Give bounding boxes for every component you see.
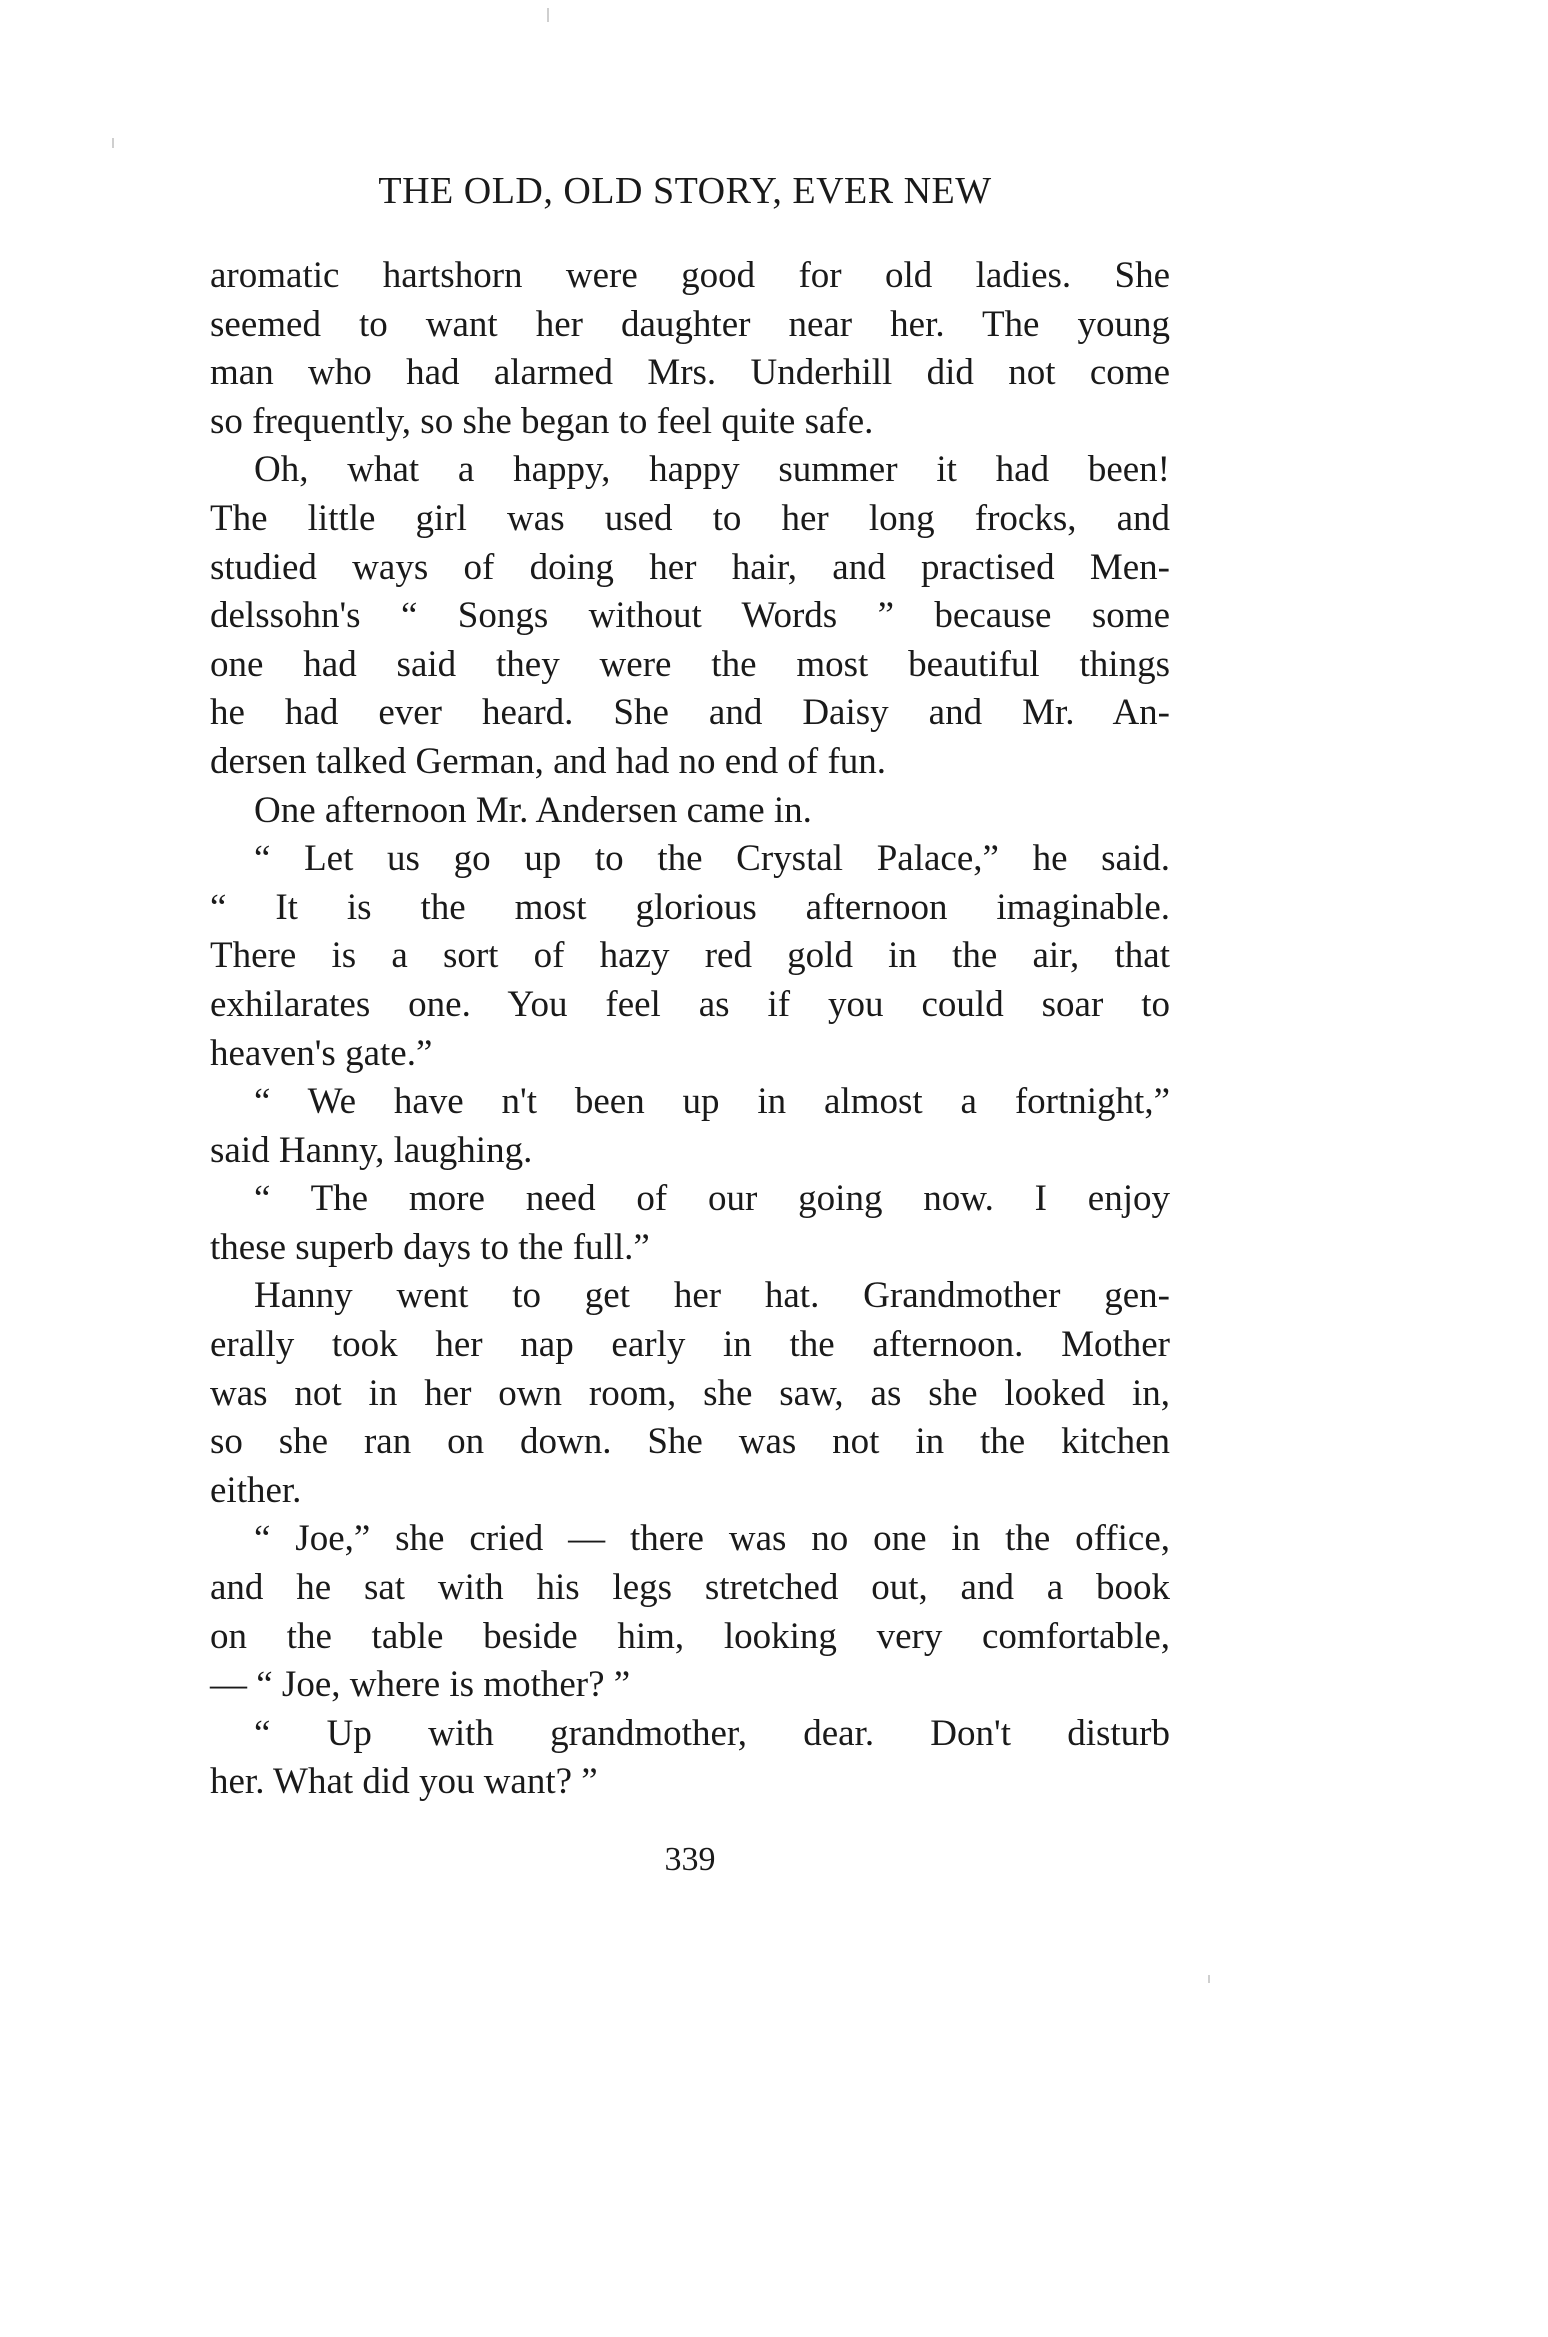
text-line: Hanny went to get her hat. Grandmother gen- <box>254 1275 1170 1317</box>
text-line: “ It is the most glorious afternoon imaginable. <box>210 886 1170 928</box>
paragraph <box>210 446 1170 786</box>
text-line: so frequently, so she began to feel quite safe. <box>210 400 874 442</box>
text-line: — “ Joe, where is mother? ” <box>210 1664 631 1706</box>
text-line: delssohn's “ Songs without Words ” because some <box>210 595 1170 637</box>
text-line: Oh, what a happy, happy summer it had been! <box>254 449 1170 491</box>
paragraph <box>210 1175 1170 1272</box>
text-line: seemed to want her daughter near her. The young <box>210 303 1170 345</box>
text-line: these superb days to the full.” <box>210 1226 650 1268</box>
text-line: “ Let us go up to the Crystal Palace,” he said. <box>254 838 1170 880</box>
paragraph <box>210 1078 1170 1175</box>
text-line: One afternoon Mr. Andersen came in. <box>254 789 812 831</box>
text-line: erally took her nap early in the afternoon. Mother <box>210 1324 1170 1366</box>
paragraph <box>210 252 1170 446</box>
text-line: her. What did you want? ” <box>210 1761 598 1803</box>
page-number: 339 <box>664 1841 716 1878</box>
text-line: and he sat with his legs stretched out, and a book <box>210 1567 1170 1609</box>
text-line: “ The more need of our going now. I enjoy <box>254 1178 1170 1220</box>
paragraph <box>210 787 1170 836</box>
text-line: dersen talked German, and had no end of fun. <box>210 740 887 782</box>
paragraph <box>210 1710 1170 1807</box>
text-line: was not in her own room, she saw, as she looked in, <box>210 1372 1170 1414</box>
text-line: either. <box>210 1469 302 1511</box>
paragraph <box>210 1515 1170 1709</box>
page-speck <box>547 8 549 22</box>
text-line: one had said they were the most beautiful things <box>210 643 1170 685</box>
text-line: “ Joe,” she cried — there was no one in the office, <box>254 1518 1170 1560</box>
text-line: The little girl was used to her long frocks, and <box>210 497 1170 539</box>
text-line: exhilarates one. You feel as if you could soar to <box>210 983 1170 1025</box>
text-line: studied ways of doing her hair, and practised Men- <box>210 546 1170 588</box>
text-line: said Hanny, laughing. <box>210 1129 533 1171</box>
body-text <box>210 252 1170 1807</box>
paragraph <box>210 1272 1170 1515</box>
text-line: heaven's gate.” <box>210 1032 433 1074</box>
text-line: “ We have n't been up in almost a fortnight,” <box>254 1081 1170 1123</box>
paragraph <box>210 835 1170 1078</box>
text-line: There is a sort of hazy red gold in the air, that <box>210 935 1170 977</box>
text-line: aromatic hartshorn were good for old ladies. She <box>210 255 1170 296</box>
page-speck <box>1208 1975 1210 1983</box>
running-head: THE OLD, OLD STORY, EVER NEW <box>378 170 992 212</box>
page-speck <box>112 138 114 148</box>
text-line: so she ran on down. She was not in the kitchen <box>210 1421 1170 1463</box>
text-line: man who had alarmed Mrs. Underhill did not come <box>210 352 1170 394</box>
text-line: “ Up with grandmother, dear. Don't disturb <box>254 1712 1170 1754</box>
text-line: on the table beside him, looking very comfortable, <box>210 1615 1170 1657</box>
text-line: he had ever heard. She and Daisy and Mr. An- <box>210 692 1170 734</box>
